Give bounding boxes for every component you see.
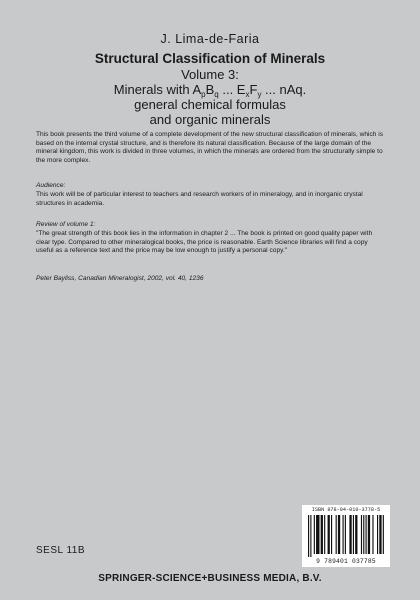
- subtitle-line-3: general chemical formulas: [134, 97, 286, 112]
- author-name: J. Lima-de-Faria: [160, 32, 260, 46]
- formula-line: Minerals with $A_pB_q$ ... $E_xF_y$ ... nAq.: [113, 82, 307, 99]
- barcode-digits: 9 789401 037785: [316, 558, 376, 565]
- barcode-icon: [308, 515, 384, 557]
- book-title: Structural Classification of Minerals: [94, 51, 326, 66]
- volume-label: Volume 3:: [181, 67, 239, 82]
- book-subtitle: [0, 67, 420, 127]
- isbn-text: ISBN 978-94-010-3778-5: [311, 507, 381, 513]
- publisher-name: SPRINGER-SCIENCE+BUSINESS MEDIA, B.V.: [98, 573, 322, 584]
- audience-paragraph: This work will be of particular interest to teachers and research workers of in mineralogy, and in inorganic crystal structures in academia.: [36, 191, 363, 207]
- description-paragraph: This book presents the third volume of a complete development of the new structural classification of minerals, which is based on the internal crystal structure, and is therefore its natural classification. Because of the large domain of the mineral kingdom, this work is divided in three volumes, in which the minerals are ordered from the structurally simple to the more complex.: [36, 131, 384, 164]
- series-code: SESL 11B: [36, 545, 86, 556]
- review-citation: Peter Bayliss, Canadian Mineralogist, 2002, vol. 40, 1236: [36, 275, 204, 282]
- review-heading: Review of volume 1:: [36, 221, 96, 228]
- subtitle-line-4: and organic minerals: [149, 112, 271, 127]
- barcode-label: [302, 505, 390, 567]
- audience-heading: Audience:: [36, 182, 66, 189]
- review-quote: "The great strength of this book lies in the information in chapter 2 ... The book is printed on good quality paper with clear type. Compared to other mineralogical books, the price is reasonable. Earth Science libraries will find a copy useful as a reference text and the price may be low enough to justify a personal copy.": [36, 230, 373, 255]
